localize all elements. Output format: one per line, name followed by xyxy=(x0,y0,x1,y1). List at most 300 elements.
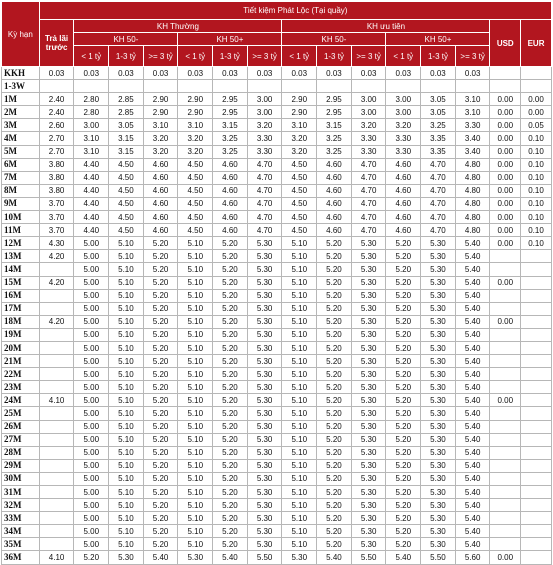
term-cell: 6M xyxy=(2,158,40,171)
regular-rate-cell: 5.30 xyxy=(247,263,282,276)
priority-rate-cell: 5.30 xyxy=(351,250,386,263)
regular-rate-cell: 5.10 xyxy=(109,512,144,525)
priority-rate-cell: 5.30 xyxy=(351,512,386,525)
regular-rate-cell: 5.20 xyxy=(213,289,248,302)
tier-header: >= 3 tỷ xyxy=(455,46,490,67)
priority-rate-cell: 3.40 xyxy=(455,132,490,145)
regular-rate-cell: 2.80 xyxy=(74,93,109,106)
regular-rate-cell: 5.50 xyxy=(247,551,282,564)
priority-rate-cell: 0.03 xyxy=(386,67,421,80)
term-cell: 8M xyxy=(2,184,40,197)
priority-rate-cell: 5.20 xyxy=(317,538,352,551)
usd-rate-cell xyxy=(490,407,521,420)
regular-rate-cell: 5.30 xyxy=(178,551,213,564)
priority-rate-cell: 5.30 xyxy=(351,237,386,250)
regular-rate-cell: 5.20 xyxy=(213,486,248,499)
tier-header: < 1 tỷ xyxy=(74,46,109,67)
priority-rate-cell: 5.20 xyxy=(386,420,421,433)
regular-rate-cell: 4.40 xyxy=(74,158,109,171)
priority-rate-cell: 5.10 xyxy=(282,250,317,263)
regular-rate-cell: 0.03 xyxy=(213,67,248,80)
regular-rate-cell: 5.30 xyxy=(247,499,282,512)
priority-rate-cell: 3.30 xyxy=(386,145,421,158)
priority-rate-cell: 5.20 xyxy=(317,237,352,250)
regular-rate-cell: 5.00 xyxy=(74,341,109,354)
priority-rate-cell: 5.20 xyxy=(317,394,352,407)
regular-rate-cell: 5.20 xyxy=(143,368,178,381)
regular-rate-cell: 5.10 xyxy=(178,328,213,341)
eur-rate-cell: 0.00 xyxy=(521,106,552,119)
priority-rate-cell: 5.40 xyxy=(455,499,490,512)
usd-rate-cell: 0.00 xyxy=(490,106,521,119)
table-row xyxy=(2,171,552,184)
prepaid-rate-cell: 2.70 xyxy=(39,132,74,145)
regular-rate-cell: 2.85 xyxy=(109,106,144,119)
term-header: Kỳ hạn xyxy=(2,2,40,67)
regular-rate-cell: 5.10 xyxy=(178,250,213,263)
regular-rate-cell: 5.20 xyxy=(213,328,248,341)
regular-rate-cell: 4.70 xyxy=(247,184,282,197)
priority-rate-cell: 5.40 xyxy=(455,486,490,499)
prepaid-rate-cell: 4.20 xyxy=(39,315,74,328)
priority-rate-cell: 4.70 xyxy=(351,158,386,171)
eur-rate-cell: 0.00 xyxy=(521,93,552,106)
priority-rate-cell: 4.50 xyxy=(282,184,317,197)
priority-rate-cell: 3.25 xyxy=(317,132,352,145)
regular-rate-cell: 5.20 xyxy=(143,355,178,368)
priority-rate-cell: 5.30 xyxy=(421,355,456,368)
eur-rate-cell xyxy=(521,472,552,485)
regular-rate-cell: 5.00 xyxy=(74,525,109,538)
usd-rate-cell: 0.00 xyxy=(490,224,521,237)
regular-rate-cell: 5.10 xyxy=(178,237,213,250)
eur-rate-cell xyxy=(521,368,552,381)
priority-rate-cell xyxy=(386,80,421,93)
regular-rate-cell: 5.00 xyxy=(74,263,109,276)
regular-rate-cell: 4.60 xyxy=(143,211,178,224)
priority-rate-cell: 4.50 xyxy=(282,171,317,184)
table-row xyxy=(2,106,552,119)
tier-header: >= 3 tỷ xyxy=(351,46,386,67)
priority-rate-cell: 4.80 xyxy=(455,224,490,237)
priority-rate-cell: 0.03 xyxy=(317,67,352,80)
priority-rate-cell: 5.30 xyxy=(421,315,456,328)
regular-rate-cell: 5.00 xyxy=(74,368,109,381)
regular-rate-cell: 5.20 xyxy=(143,407,178,420)
priority-rate-cell: 5.20 xyxy=(317,472,352,485)
regular-rate-cell: 5.20 xyxy=(143,459,178,472)
priority-rate-cell: 5.40 xyxy=(455,237,490,250)
usd-rate-cell xyxy=(490,355,521,368)
priority-rate-cell: 3.10 xyxy=(282,119,317,132)
table-row xyxy=(2,132,552,145)
priority-rate-cell: 5.30 xyxy=(421,341,456,354)
regular-rate-cell: 5.10 xyxy=(109,341,144,354)
priority-rate-cell: 5.10 xyxy=(282,315,317,328)
priority-rate-cell: 4.70 xyxy=(421,197,456,210)
priority-rate-cell: 5.10 xyxy=(282,525,317,538)
regular-rate-cell: 5.20 xyxy=(213,407,248,420)
priority-rate-cell: 5.20 xyxy=(386,263,421,276)
regular-rate-cell: 5.20 xyxy=(143,381,178,394)
priority-rate-cell: 5.20 xyxy=(386,302,421,315)
term-cell: 20M xyxy=(2,341,40,354)
regular-rate-cell: 5.30 xyxy=(247,289,282,302)
term-cell: 1-3W xyxy=(2,80,40,93)
regular-rate-cell: 3.20 xyxy=(143,145,178,158)
regular-rate-cell: 5.30 xyxy=(247,459,282,472)
regular-rate-cell: 5.10 xyxy=(109,499,144,512)
prepaid-rate-cell: 2.60 xyxy=(39,119,74,132)
priority-rate-cell: 5.40 xyxy=(455,263,490,276)
priority-rate-cell: 4.60 xyxy=(317,184,352,197)
regular-rate-cell: 5.20 xyxy=(143,394,178,407)
prepaid-rate-cell xyxy=(39,355,74,368)
table-row xyxy=(2,355,552,368)
priority-rate-cell: 5.30 xyxy=(421,420,456,433)
regular-under50-header: KH 50- xyxy=(74,33,178,46)
prepaid-rate-cell: 3.70 xyxy=(39,224,74,237)
table-row xyxy=(2,276,552,289)
priority-rate-cell: 5.30 xyxy=(351,486,386,499)
priority-rate-cell: 5.40 xyxy=(455,394,490,407)
regular-rate-cell: 5.40 xyxy=(143,551,178,564)
priority-rate-cell: 3.05 xyxy=(421,106,456,119)
priority-rate-cell: 5.30 xyxy=(351,446,386,459)
regular-rate-cell: 5.20 xyxy=(143,420,178,433)
priority-rate-cell: 5.40 xyxy=(455,368,490,381)
regular-rate-cell: 5.20 xyxy=(143,315,178,328)
regular-rate-cell: 5.10 xyxy=(178,459,213,472)
term-cell: 7M xyxy=(2,171,40,184)
regular-rate-cell: 5.10 xyxy=(109,538,144,551)
regular-rate-cell: 5.00 xyxy=(74,250,109,263)
usd-rate-cell xyxy=(490,289,521,302)
term-cell: 16M xyxy=(2,289,40,302)
priority-rate-cell: 4.80 xyxy=(455,158,490,171)
regular-rate-cell: 5.20 xyxy=(213,341,248,354)
prepaid-rate-cell: 4.30 xyxy=(39,237,74,250)
priority-rate-cell xyxy=(455,80,490,93)
tier-header: < 1 tỷ xyxy=(178,46,213,67)
regular-rate-cell: 4.50 xyxy=(109,211,144,224)
prepaid-rate-cell: 0.03 xyxy=(39,67,74,80)
priority-rate-cell: 4.60 xyxy=(386,224,421,237)
term-cell: 28M xyxy=(2,446,40,459)
regular-rate-cell: 4.50 xyxy=(178,184,213,197)
regular-rate-cell: 4.70 xyxy=(247,224,282,237)
priority-rate-cell: 5.20 xyxy=(386,472,421,485)
priority-rate-cell: 4.70 xyxy=(421,211,456,224)
regular-rate-cell: 4.60 xyxy=(213,211,248,224)
priority-rate-cell: 3.35 xyxy=(421,132,456,145)
table-row xyxy=(2,302,552,315)
regular-rate-cell: 0.03 xyxy=(178,67,213,80)
priority-rate-cell: 5.20 xyxy=(317,446,352,459)
regular-rate-cell: 4.50 xyxy=(178,224,213,237)
regular-rate-cell: 4.70 xyxy=(247,211,282,224)
regular-rate-cell: 4.40 xyxy=(74,197,109,210)
regular-rate-cell: 5.10 xyxy=(109,420,144,433)
priority-rate-cell: 5.40 xyxy=(455,459,490,472)
priority-rate-cell: 4.70 xyxy=(351,171,386,184)
priority-rate-cell: 3.05 xyxy=(421,93,456,106)
regular-rate-cell: 5.10 xyxy=(109,525,144,538)
prepaid-rate-cell xyxy=(39,328,74,341)
regular-rate-cell: 5.00 xyxy=(74,407,109,420)
priority-rate-cell: 5.20 xyxy=(317,512,352,525)
eur-rate-cell xyxy=(521,407,552,420)
regular-rate-cell: 5.20 xyxy=(143,302,178,315)
prepaid-rate-cell xyxy=(39,341,74,354)
regular-rate-cell: 4.60 xyxy=(213,224,248,237)
priority-rate-cell: 5.30 xyxy=(351,263,386,276)
regular-rate-cell: 5.20 xyxy=(143,499,178,512)
priority-rate-cell: 3.15 xyxy=(317,119,352,132)
priority-rate-cell: 5.40 xyxy=(455,472,490,485)
regular-rate-cell: 5.00 xyxy=(74,538,109,551)
priority-rate-cell: 5.10 xyxy=(282,289,317,302)
priority-rate-cell: 0.03 xyxy=(282,67,317,80)
eur-rate-cell xyxy=(521,525,552,538)
regular-rate-cell: 5.20 xyxy=(213,420,248,433)
table-row xyxy=(2,499,552,512)
eur-rate-cell: 0.10 xyxy=(521,211,552,224)
regular-rate-cell: 5.10 xyxy=(178,472,213,485)
term-cell: 1M xyxy=(2,93,40,106)
regular-rate-cell: 5.30 xyxy=(247,276,282,289)
priority-rate-cell: 3.10 xyxy=(455,93,490,106)
usd-rate-cell xyxy=(490,499,521,512)
regular-rate-cell: 5.10 xyxy=(109,446,144,459)
priority-rate-cell: 5.30 xyxy=(351,499,386,512)
regular-rate-cell: 3.10 xyxy=(74,145,109,158)
regular-rate-cell: 3.25 xyxy=(213,145,248,158)
usd-rate-cell xyxy=(490,433,521,446)
priority-rate-cell: 5.40 xyxy=(455,407,490,420)
regular-rate-cell: 5.10 xyxy=(109,368,144,381)
eur-rate-cell xyxy=(521,80,552,93)
priority-rate-cell: 4.60 xyxy=(386,158,421,171)
priority-rate-cell: 5.30 xyxy=(421,381,456,394)
tier-header: 1-3 tỷ xyxy=(213,46,248,67)
regular-rate-cell: 5.00 xyxy=(74,394,109,407)
priority-rate-cell: 4.70 xyxy=(351,211,386,224)
regular-rate-cell: 4.50 xyxy=(109,224,144,237)
usd-rate-cell xyxy=(490,538,521,551)
priority-rate-cell: 5.30 xyxy=(421,368,456,381)
prepaid-rate-cell xyxy=(39,80,74,93)
priority-rate-cell: 5.10 xyxy=(282,381,317,394)
eur-rate-cell xyxy=(521,420,552,433)
regular-rate-cell: 2.90 xyxy=(178,106,213,119)
regular-rate-cell: 5.10 xyxy=(178,499,213,512)
priority-rate-cell: 5.10 xyxy=(282,355,317,368)
priority-rate-cell: 5.10 xyxy=(282,368,317,381)
tier-header: >= 3 tỷ xyxy=(143,46,178,67)
term-cell: 35M xyxy=(2,538,40,551)
table-row xyxy=(2,420,552,433)
table-row xyxy=(2,538,552,551)
priority-rate-cell: 0.03 xyxy=(455,67,490,80)
term-cell: 31M xyxy=(2,486,40,499)
priority-rate-cell: 5.30 xyxy=(421,472,456,485)
table-row xyxy=(2,158,552,171)
eur-rate-cell xyxy=(521,302,552,315)
usd-rate-cell: 0.00 xyxy=(490,93,521,106)
regular-rate-cell: 2.95 xyxy=(213,93,248,106)
table-row xyxy=(2,433,552,446)
regular-rate-cell: 4.50 xyxy=(178,197,213,210)
priority-rate-cell: 5.10 xyxy=(282,237,317,250)
priority-rate-cell: 5.20 xyxy=(386,407,421,420)
regular-rate-cell: 5.20 xyxy=(213,512,248,525)
priority-rate-cell: 3.40 xyxy=(455,145,490,158)
term-cell: 12M xyxy=(2,237,40,250)
regular-rate-cell: 5.30 xyxy=(247,315,282,328)
regular-rate-cell: 5.10 xyxy=(109,394,144,407)
regular-rate-cell: 5.10 xyxy=(109,263,144,276)
prepaid-rate-cell: 2.40 xyxy=(39,93,74,106)
priority-rate-cell: 5.20 xyxy=(386,328,421,341)
table-row xyxy=(2,368,552,381)
table-row xyxy=(2,472,552,485)
regular-rate-cell: 5.10 xyxy=(178,315,213,328)
regular-rate-cell: 3.10 xyxy=(178,119,213,132)
usd-rate-cell xyxy=(490,302,521,315)
regular-rate-cell: 5.20 xyxy=(143,250,178,263)
usd-rate-cell xyxy=(490,472,521,485)
priority-rate-cell: 5.20 xyxy=(386,486,421,499)
priority-rate-cell: 3.20 xyxy=(282,132,317,145)
table-row xyxy=(2,459,552,472)
regular-rate-cell: 3.15 xyxy=(109,132,144,145)
regular-rate-cell: 5.10 xyxy=(109,355,144,368)
regular-rate-cell: 5.20 xyxy=(143,512,178,525)
regular-customer-header: KH Thường xyxy=(74,20,282,33)
regular-rate-cell: 5.00 xyxy=(74,486,109,499)
regular-rate-cell: 5.30 xyxy=(247,302,282,315)
priority-rate-cell: 5.20 xyxy=(386,381,421,394)
regular-rate-cell: 4.50 xyxy=(178,171,213,184)
eur-rate-cell xyxy=(521,355,552,368)
priority-rate-cell: 5.30 xyxy=(421,302,456,315)
priority-rate-cell: 5.10 xyxy=(282,394,317,407)
priority-rate-cell: 4.70 xyxy=(421,158,456,171)
priority-rate-cell: 5.20 xyxy=(317,250,352,263)
tier-header: < 1 tỷ xyxy=(282,46,317,67)
usd-rate-cell: 0.00 xyxy=(490,237,521,250)
eur-rate-cell xyxy=(521,315,552,328)
regular-rate-cell xyxy=(178,80,213,93)
priority-rate-cell: 4.70 xyxy=(351,224,386,237)
table-row xyxy=(2,67,552,80)
priority-rate-cell: 5.40 xyxy=(455,381,490,394)
term-cell: 34M xyxy=(2,525,40,538)
regular-rate-cell: 5.30 xyxy=(247,486,282,499)
regular-rate-cell: 5.00 xyxy=(74,328,109,341)
priority-rate-cell: 3.10 xyxy=(455,106,490,119)
priority-rate-cell: 5.20 xyxy=(386,512,421,525)
prepaid-rate-cell: 3.80 xyxy=(39,158,74,171)
priority-rate-cell: 4.70 xyxy=(351,184,386,197)
table-row xyxy=(2,263,552,276)
regular-rate-cell: 5.20 xyxy=(213,315,248,328)
term-cell: 14M xyxy=(2,263,40,276)
priority-rate-cell: 5.20 xyxy=(386,499,421,512)
table-row xyxy=(2,381,552,394)
regular-rate-cell: 5.00 xyxy=(74,355,109,368)
regular-rate-cell: 5.30 xyxy=(247,381,282,394)
regular-rate-cell xyxy=(213,80,248,93)
priority-rate-cell: 5.40 xyxy=(455,302,490,315)
regular-rate-cell: 3.25 xyxy=(213,132,248,145)
priority-rate-cell: 3.20 xyxy=(282,145,317,158)
priority-rate-cell: 5.20 xyxy=(317,433,352,446)
regular-rate-cell: 5.10 xyxy=(178,512,213,525)
prepaid-header: Trả lãi trước xyxy=(39,20,74,67)
priority-rate-cell: 5.20 xyxy=(317,486,352,499)
priority-rate-cell: 5.30 xyxy=(351,276,386,289)
regular-rate-cell: 5.30 xyxy=(247,341,282,354)
prepaid-rate-cell xyxy=(39,420,74,433)
regular-rate-cell: 3.10 xyxy=(74,132,109,145)
usd-rate-cell: 0.00 xyxy=(490,145,521,158)
regular-rate-cell: 5.30 xyxy=(247,237,282,250)
regular-rate-cell: 5.20 xyxy=(213,446,248,459)
regular-rate-cell: 4.40 xyxy=(74,224,109,237)
priority-rate-cell xyxy=(351,80,386,93)
usd-rate-cell: 0.00 xyxy=(490,171,521,184)
usd-rate-cell: 0.00 xyxy=(490,132,521,145)
priority-rate-cell: 5.20 xyxy=(386,433,421,446)
term-cell: 29M xyxy=(2,459,40,472)
term-cell: 30M xyxy=(2,472,40,485)
priority-rate-cell: 5.20 xyxy=(317,407,352,420)
usd-rate-cell xyxy=(490,328,521,341)
priority-rate-cell: 5.20 xyxy=(317,276,352,289)
prepaid-rate-cell xyxy=(39,472,74,485)
table-row xyxy=(2,512,552,525)
table-row xyxy=(2,407,552,420)
regular-rate-cell: 0.03 xyxy=(109,67,144,80)
priority-rate-cell: 4.60 xyxy=(317,224,352,237)
priority-rate-cell: 5.30 xyxy=(351,289,386,302)
priority-rate-cell: 5.20 xyxy=(317,368,352,381)
priority-rate-cell: 4.70 xyxy=(421,224,456,237)
regular-rate-cell: 5.30 xyxy=(109,551,144,564)
regular-rate-cell: 4.50 xyxy=(178,211,213,224)
priority-rate-cell: 5.20 xyxy=(386,237,421,250)
regular-rate-cell: 4.60 xyxy=(213,197,248,210)
term-cell: 11M xyxy=(2,224,40,237)
term-cell: KKH xyxy=(2,67,40,80)
priority-rate-cell: 5.40 xyxy=(317,551,352,564)
term-cell: 24M xyxy=(2,394,40,407)
priority-rate-cell: 5.40 xyxy=(455,525,490,538)
regular-rate-cell: 3.15 xyxy=(213,119,248,132)
regular-rate-cell: 4.50 xyxy=(109,197,144,210)
regular-rate-cell: 5.00 xyxy=(74,472,109,485)
priority-rate-cell: 5.30 xyxy=(351,472,386,485)
table-row xyxy=(2,119,552,132)
regular-rate-cell: 5.30 xyxy=(247,538,282,551)
regular-rate-cell: 5.20 xyxy=(213,276,248,289)
table-row xyxy=(2,551,552,564)
priority-rate-cell: 5.10 xyxy=(282,499,317,512)
regular-rate-cell: 3.00 xyxy=(247,106,282,119)
priority-rate-cell: 5.40 xyxy=(455,289,490,302)
